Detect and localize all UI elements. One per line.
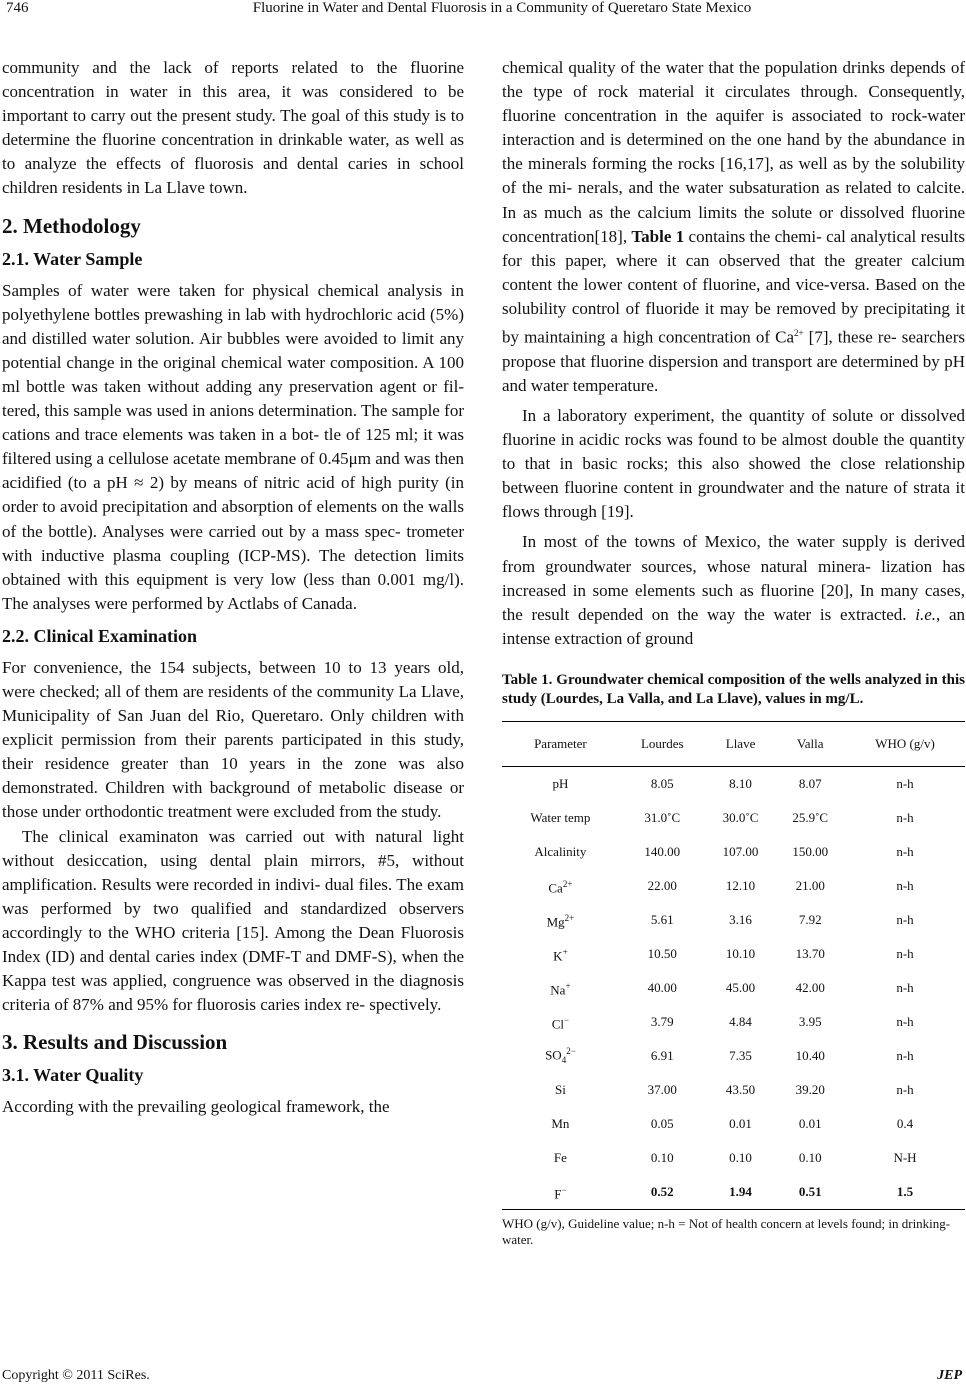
table-row bbox=[502, 801, 965, 835]
table1-reference[interactable]: Table 1 bbox=[631, 226, 685, 246]
parameter-subscript: 4 bbox=[561, 1055, 567, 1066]
valla-cell: 0.01 bbox=[798, 1115, 822, 1131]
who-cell: n-h bbox=[896, 1047, 914, 1063]
parameter-cell bbox=[502, 1005, 619, 1039]
geology-text-c: [7], these re- searchers propose that fluorine dispersion and transport are determined by pH and water temperature. bbox=[502, 327, 965, 395]
valla-cell: 3.95 bbox=[798, 1013, 822, 1029]
parameter-name: Ca bbox=[548, 880, 563, 896]
lourdes-cell: 0.05 bbox=[650, 1115, 674, 1131]
page-number: 746 bbox=[6, 0, 29, 16]
water-quality-heading: 3.1. Water Quality bbox=[2, 1065, 144, 1086]
llave-cell: 10.10 bbox=[725, 945, 756, 961]
who-cell: n-h bbox=[896, 1013, 914, 1029]
who-cell: 1.5 bbox=[896, 1183, 914, 1199]
results-heading: 3. Results and Discussion bbox=[2, 1030, 228, 1055]
who-cell: n-h bbox=[896, 945, 914, 961]
parameter-name: F bbox=[554, 1186, 562, 1202]
parameter-name: Si bbox=[554, 1081, 566, 1097]
valla-cell: 39.20 bbox=[795, 1081, 825, 1097]
table-row bbox=[502, 869, 965, 903]
llave-cell: 0.01 bbox=[729, 1115, 752, 1131]
groundwater-table bbox=[502, 721, 965, 1210]
parameter-name: K bbox=[553, 948, 563, 964]
llave-cell: 1.94 bbox=[729, 1183, 752, 1199]
valla-cell: 150.00 bbox=[792, 843, 829, 859]
clinical-paragraph-1: For convenience, the 154 subjects, between 10 to 13 years old, were checked; all of them are residents of the community La Llave, Municipality of San Juan del Rio, Queretaro. Only children with explicit permission from their parents participated in this study, their residence greater than 10 years in the zone was also demonstrated. Children with background of metabolic disease or those under orthodontic treatment were excluded from the study. bbox=[2, 657, 464, 822]
table-row bbox=[502, 1141, 965, 1175]
water-quality-paragraph: According with the prevailing geological framework, the bbox=[2, 1097, 390, 1117]
ca-charge: 2+ bbox=[794, 328, 804, 339]
who-cell: N-H bbox=[893, 1149, 917, 1165]
parameter-charge: 2+ bbox=[564, 912, 575, 923]
llave-cell: 30.0˚C bbox=[722, 809, 759, 825]
left-column bbox=[2, 56, 464, 1119]
geology-text-a: chemical quality of the water that the population drinks depends of the type of rock material it circulates through. Consequently, fluorine concentration in the aquifer is associated to rock-water interaction and is determined on the one hand by the abundance in the minerals forming the rocks [16,17], as well as by the solubility of the mi- nerals, and the water subsaturation as related to calcite. In as much as the calcium limits the solute or dissolved fluorine concentration[18], bbox=[502, 58, 965, 246]
parameter-cell bbox=[502, 1039, 619, 1073]
lourdes-cell: 0.10 bbox=[650, 1149, 674, 1165]
mexico-paragraph bbox=[502, 530, 965, 650]
llave-cell: 45.00 bbox=[725, 979, 756, 995]
lourdes-cell: 37.00 bbox=[647, 1081, 677, 1097]
valla-cell: 10.40 bbox=[795, 1047, 825, 1063]
llave-cell: 8.10 bbox=[729, 775, 752, 791]
table-row bbox=[502, 1039, 965, 1073]
ie-text: i.e. bbox=[915, 604, 936, 624]
parameter-charge: − bbox=[561, 1184, 567, 1195]
valla-cell: 0.51 bbox=[798, 1183, 822, 1199]
who-cell: 0.4 bbox=[896, 1115, 914, 1131]
parameter-cell bbox=[502, 766, 619, 801]
header-parameter: Parameter bbox=[502, 721, 619, 766]
parameter-name: SO bbox=[545, 1047, 562, 1063]
lourdes-cell: 8.05 bbox=[650, 775, 674, 791]
mexico-text-a: In most of the towns of Mexico, the water supply is derived from groundwater sources, whose natural minera- lization has increased in some elements such as fluorine [20], In many cases, the result depended on the way the water is extracted. bbox=[502, 532, 965, 624]
lourdes-cell: 10.50 bbox=[647, 945, 677, 961]
table-row bbox=[502, 766, 965, 801]
valla-cell: 0.10 bbox=[798, 1149, 822, 1165]
parameter-charge: + bbox=[562, 946, 568, 957]
parameter-cell bbox=[502, 1073, 619, 1107]
who-cell: n-h bbox=[896, 1081, 914, 1097]
water-sample-paragraph: Samples of water were taken for physical chemical analysis in polyethylene bottles prewashing in lab with hydrochloric acid (5%) and distilled water solution. Air bubbles were avoided to limit any potential change in the original chemical water composition. A 100 ml bottle was taken without adding any preservation agent or fil- tered, this sample was used in anions determination. The sample for cations and trace elements was taken in a bot- tle of 125 ml; it was filtered using a cellulose acetate membrane of 0.45μm and was then acidified (to a pH ≈ 2) by means of nitric acid of high purity (in order to avoid precipitation and absorption of elements on the walls of the bottle). Analyses were carried out by a mass spec- trometer with inductive plasma coupling (ICP-MS). The detection limits obtained with this equipment is very low (less than 0.001 mg/l). The analyses were performed by Actlabs of Canada. bbox=[2, 280, 464, 613]
table-row bbox=[502, 1107, 965, 1141]
clinical-exam-heading: 2.2. Clinical Examination bbox=[2, 625, 198, 646]
table-row bbox=[502, 1175, 965, 1210]
parameter-cell bbox=[502, 835, 619, 869]
parameter-name: Alcalinity bbox=[534, 843, 587, 859]
parameter-cell bbox=[502, 1141, 619, 1175]
geology-paragraph bbox=[502, 56, 965, 398]
valla-cell: 25.9˚C bbox=[792, 809, 829, 825]
header-valla: Valla bbox=[775, 721, 845, 766]
who-cell: n-h bbox=[896, 911, 914, 927]
parameter-charge: + bbox=[565, 980, 571, 991]
table-row bbox=[502, 1005, 965, 1039]
header-lourdes: Lourdes bbox=[619, 721, 706, 766]
parameter-cell bbox=[502, 1107, 619, 1141]
parameter-name: Mn bbox=[551, 1115, 570, 1131]
water-sample-heading: 2.1. Water Sample bbox=[2, 248, 143, 269]
parameter-cell bbox=[502, 937, 619, 971]
valla-cell: 13.70 bbox=[795, 945, 825, 961]
who-cell: n-h bbox=[896, 775, 914, 791]
table-row bbox=[502, 1073, 965, 1107]
lourdes-cell: 0.52 bbox=[650, 1183, 674, 1199]
table1-caption: Table 1. Groundwater chemical composition of the wells analyzed in this study (Lourdes, La Valla, and La Llave), values in mg/L. bbox=[502, 671, 965, 707]
parameter-name: pH bbox=[552, 775, 569, 791]
valla-cell: 42.00 bbox=[795, 979, 825, 995]
table1-note: WHO (g/v), Guideline value; n-h = Not of health concern at levels found; in drinking-water. bbox=[502, 1215, 951, 1247]
llave-cell: 4.84 bbox=[729, 1013, 752, 1029]
laboratory-paragraph: In a laboratory experiment, the quantity of solute or dissolved fluorine in acidic rocks was found to be almost double the quantity to that in basic rocks; this also showed the close relationship between fluorine content in groundwater and the nature of strata it flows through [19]. bbox=[502, 405, 965, 522]
llave-cell: 7.35 bbox=[729, 1047, 752, 1063]
journal-abbrev: JEP bbox=[937, 1368, 962, 1383]
right-column bbox=[502, 56, 965, 1248]
mexico-text-b: , an intense extraction of ground bbox=[502, 604, 965, 648]
geology-text-b: contains the chemi- cal analytical results for this paper, where it can observed that the greater calcium content the lower content of fluorine, and vice-versa. Based on the solubility control of fluoride it may be removed by precipitating it by maintaining a high concentration of Ca bbox=[502, 226, 965, 347]
lourdes-cell: 3.79 bbox=[650, 1013, 674, 1029]
lourdes-cell: 140.00 bbox=[644, 843, 681, 859]
parameter-name: Fe bbox=[553, 1149, 567, 1165]
who-cell: n-h bbox=[896, 979, 914, 995]
header-who: WHO (g/v) bbox=[845, 721, 965, 766]
llave-cell: 107.00 bbox=[722, 843, 759, 859]
parameter-name: Mg bbox=[546, 914, 565, 930]
lourdes-cell: 5.61 bbox=[650, 911, 674, 927]
parameter-cell bbox=[502, 971, 619, 1005]
copyright: Copyright © 2011 SciRes. bbox=[2, 1368, 150, 1383]
table-header-row bbox=[502, 721, 965, 766]
parameter-charge: 2+ bbox=[562, 878, 573, 889]
parameter-charge: 2− bbox=[566, 1046, 576, 1057]
lourdes-cell: 22.00 bbox=[647, 877, 677, 893]
valla-cell: 8.07 bbox=[798, 775, 822, 791]
methodology-heading: 2. Methodology bbox=[2, 213, 141, 238]
who-cell: n-h bbox=[896, 809, 914, 825]
parameter-cell bbox=[502, 869, 619, 903]
valla-cell: 7.92 bbox=[798, 911, 822, 927]
table-row bbox=[502, 971, 965, 1005]
parameter-cell bbox=[502, 903, 619, 937]
table-row bbox=[502, 937, 965, 971]
parameter-charge: − bbox=[564, 1014, 570, 1025]
lourdes-cell: 31.0˚C bbox=[644, 809, 681, 825]
who-cell: n-h bbox=[896, 877, 914, 893]
valla-cell: 21.00 bbox=[795, 877, 825, 893]
lourdes-cell: 6.91 bbox=[650, 1047, 674, 1063]
parameter-name: Cl bbox=[551, 1016, 565, 1032]
parameter-cell bbox=[502, 801, 619, 835]
table-row bbox=[502, 835, 965, 869]
parameter-name: Water temp bbox=[530, 809, 591, 825]
intro-paragraph: community and the lack of reports related to the fluorine concentration in water in this area, it was considered to be important to carry out the present study. The goal of this study is to determine the fluorine concentration in drinkable water, as well as to analyze the effects of fluorosis and dental caries in school children residents in La Llave town. bbox=[2, 58, 464, 198]
llave-cell: 3.16 bbox=[729, 911, 752, 927]
header-llave: Llave bbox=[706, 721, 776, 766]
who-cell: n-h bbox=[896, 843, 914, 859]
llave-cell: 43.50 bbox=[725, 1081, 756, 1097]
table-row bbox=[502, 903, 965, 937]
llave-cell: 12.10 bbox=[725, 877, 756, 893]
llave-cell: 0.10 bbox=[729, 1149, 752, 1165]
running-title: Fluorine in Water and Dental Fluorosis in a Community of Queretaro State Mexico bbox=[252, 0, 752, 16]
parameter-name: Na bbox=[550, 982, 566, 998]
lourdes-cell: 40.00 bbox=[647, 979, 677, 995]
clinical-paragraph-2: The clinical examinaton was carried out with natural light without desiccation, using dental plain mirrors, #5, without amplification. Results were recorded in indivi- dual files. The exam was performed by two qualified and standardized observers accordingly to the WHO criteria [15]. Among the Dean Fluorosis Index (ID) and dental caries index (DMF-T and DMF-S), when the Kappa test was applied, congruence was observed in the diagnosis criteria of 87% and 95% for fluorosis caries index re- spectively. bbox=[2, 826, 464, 1015]
parameter-cell bbox=[502, 1175, 619, 1210]
